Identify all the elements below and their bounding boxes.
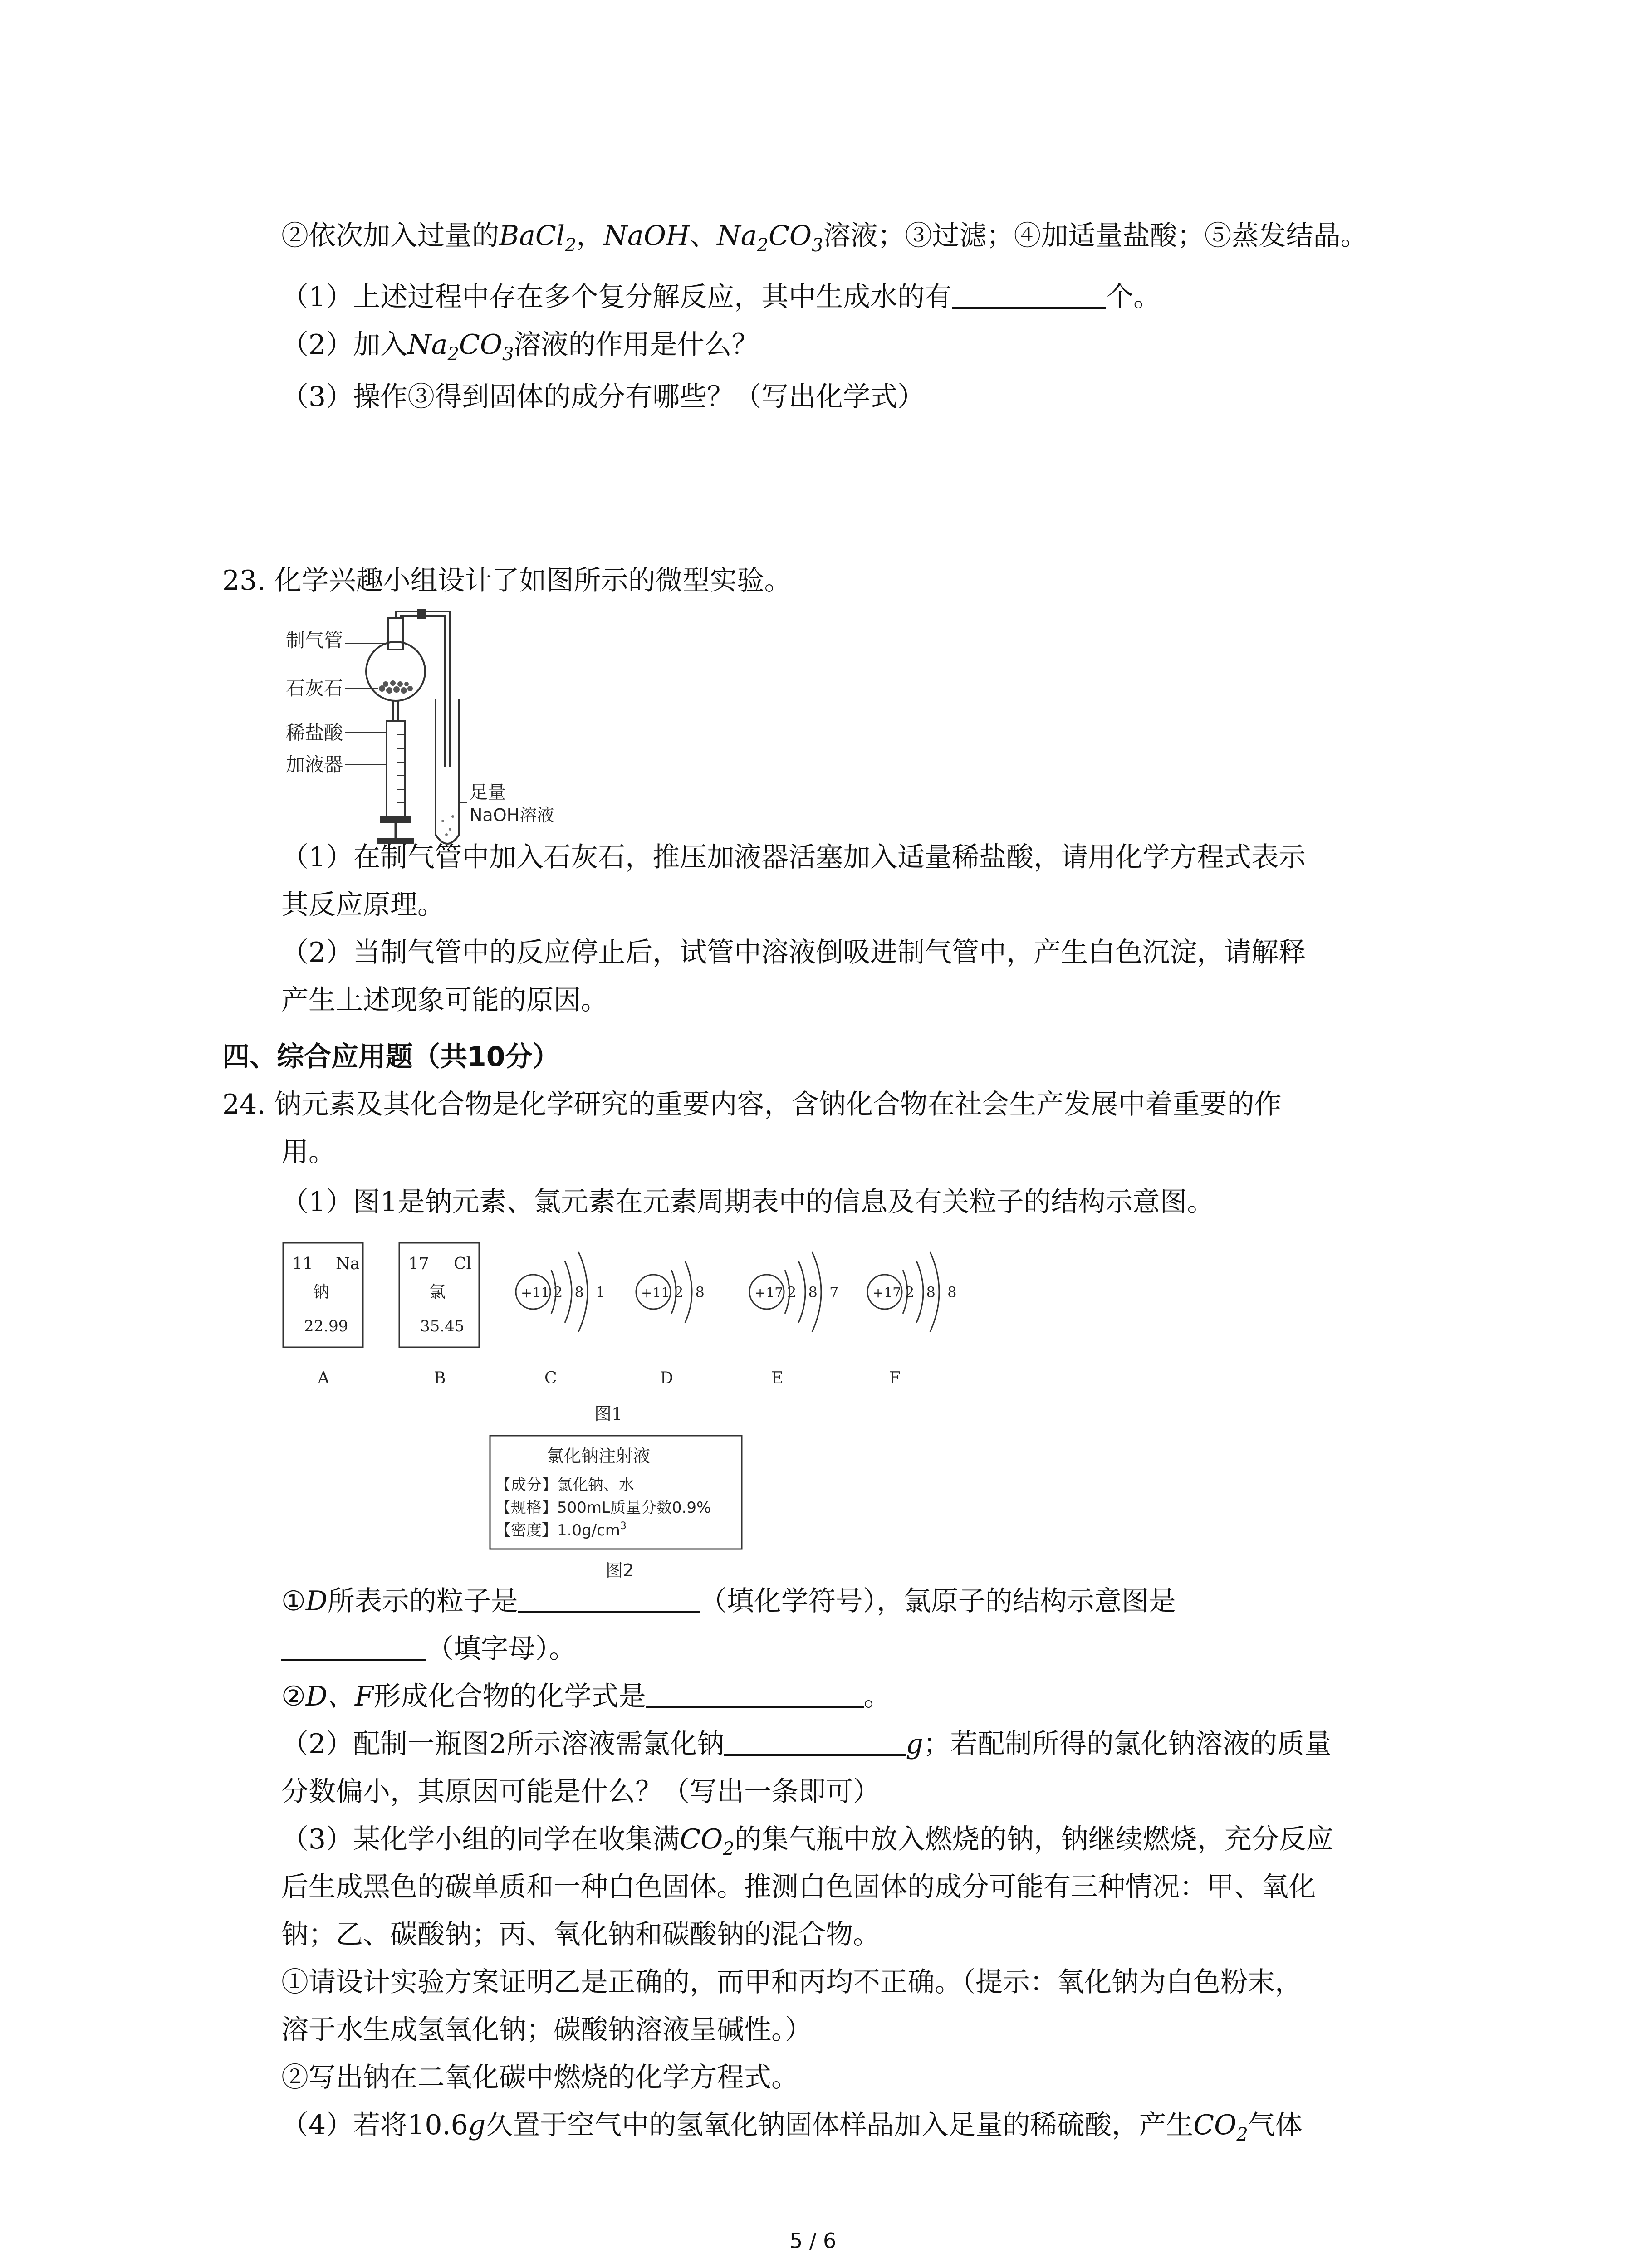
- q22-part3: （3）操作③得到固体的成分有哪些？（写出化学式）: [281, 381, 925, 413]
- test-tube: [436, 699, 459, 844]
- q22-step2: ②依次加入过量的BaCl$_2$，NaOH、$Na_2CO_3$溶液；③过滤；④加适量盐酸；⑤蒸发结晶。: [281, 220, 1368, 256]
- q23-part1-line2: 其反应原理。: [281, 889, 445, 921]
- svg-text:22.99: 22.99: [304, 1317, 348, 1335]
- label-acid: 稀盐酸: [286, 722, 343, 744]
- atom-diagram-c: [516, 1252, 608, 1332]
- label-a: A: [318, 1369, 329, 1388]
- q24-part2-line2: 分数偏小，其原因可能是什么？（写出一条即可）: [281, 1776, 880, 1808]
- label-naoh: NaOH溶液: [470, 805, 554, 825]
- svg-text:2 8 7: 2 8 7: [787, 1284, 843, 1301]
- svg-text:11: 11: [292, 1255, 313, 1273]
- svg-text:2 8: 2 8: [674, 1284, 708, 1301]
- svg-text:+11: +11: [521, 1285, 550, 1301]
- page-number: 5 / 6: [789, 2229, 837, 2253]
- atom-diagram-d: [636, 1261, 708, 1323]
- section-heading: 四、综合应用题（共10分）: [222, 1041, 560, 1073]
- label-e: E: [771, 1369, 784, 1388]
- answer-blank[interactable]: [724, 1727, 906, 1756]
- q23-part2-line1: （2）当制气管中的反应停止后，试管中溶液倒吸进制气管中，产生白色沉淀，请解释: [281, 937, 1306, 968]
- q24-part3-line2: 后生成黑色的碳单质和一种白色固体。推测白色固体的成分可能有三种情况：甲、氧化: [281, 1871, 1316, 1903]
- q24-stem-line1: 24. 钠元素及其化合物是化学研究的重要内容，含钠化合物在社会生产发展中着重要的作: [222, 1089, 1282, 1120]
- injector-barrel: [387, 721, 405, 816]
- svg-text:+17: +17: [754, 1285, 784, 1301]
- flask-neck: [388, 618, 403, 650]
- label-title: 氯化钠注射液: [547, 1446, 651, 1466]
- figure2: [485, 1431, 758, 1585]
- q24-part2-line1: （2）配制一瓶图2所示溶液需氯化钠 g；若配制所得的氯化钠溶液的质量: [281, 1726, 1332, 1762]
- svg-text:35.45: 35.45: [420, 1317, 465, 1335]
- q24-part3-item2: ②写出钠在二氧化碳中燃烧的化学方程式。: [281, 2062, 798, 2093]
- label-f: F: [889, 1369, 901, 1388]
- svg-text:钠: 钠: [313, 1283, 330, 1301]
- label-row-ingredients: 【成分】氯化钠、水: [495, 1476, 634, 1494]
- q24-item1-line1: ①D所表示的粒子是 （填化学符号），氯原子的结构示意图是: [281, 1583, 1176, 1619]
- svg-text:Cl: Cl: [454, 1255, 472, 1273]
- svg-text:2 8 8: 2 8 8: [905, 1284, 960, 1301]
- svg-text:2 8 1: 2 8 1: [554, 1284, 609, 1301]
- label-b: B: [434, 1369, 446, 1388]
- svg-text:+11: +11: [641, 1285, 670, 1301]
- figure2-caption: 图2: [606, 1560, 634, 1580]
- label-row-density: 【密度】$1.0g/cm^3$: [495, 1520, 627, 1540]
- q22-part1: （1）上述过程中存在多个复分解反应，其中生成水的有 个。: [281, 279, 1161, 315]
- q24-part1: （1）图1是钠元素、氯元素在元素周期表中的信息及有关粒子的结构示意图。: [281, 1186, 1215, 1218]
- q24-item1-line2: （填字母）。: [281, 1631, 576, 1667]
- q23-part1-line1: （1）在制气管中加入石灰石，推压加液器活塞加入适量稀盐酸，请用化学方程式表示: [281, 841, 1306, 873]
- label-c: C: [544, 1369, 557, 1388]
- answer-blank[interactable]: [281, 1632, 426, 1661]
- atom-diagram-e: [749, 1252, 842, 1332]
- answer-blank[interactable]: [646, 1679, 864, 1708]
- limestone-pieces: [379, 680, 413, 694]
- label-d: D: [660, 1369, 673, 1388]
- q24-part3-item1-line1: ①请设计实验方案证明乙是正确的，而甲和丙均不正确。（提示：氧化钠为白色粉末，: [281, 1966, 1302, 1998]
- q24-item2: ②D、F形成化合物的化学式是 。: [281, 1678, 891, 1715]
- atom-diagram-f: [867, 1252, 960, 1332]
- q24-part3-item1-line2: 溶于水生成氢氧化钠；碳酸钠溶液呈碱性。）: [281, 2014, 812, 2046]
- label-row-spec: 【规格】500mL质量分数0.9%: [495, 1499, 711, 1517]
- label-enough: 足量: [470, 782, 506, 803]
- q23-stem: 23. 化学兴趣小组设计了如图所示的微型实验。: [222, 565, 792, 596]
- q24-stem-line2: 用。: [281, 1136, 336, 1168]
- label-injector: 加液器: [286, 753, 343, 776]
- svg-text:Na: Na: [336, 1255, 360, 1273]
- label-limestone: 石灰石: [286, 677, 343, 699]
- figure1-caption: 图1: [594, 1404, 623, 1424]
- apparatus-figure: [281, 608, 644, 853]
- q23-part2-line2: 产生上述现象可能的原因。: [281, 984, 608, 1016]
- answer-blank[interactable]: [952, 280, 1106, 309]
- figure1: [281, 1234, 1007, 1429]
- q24-part4: （4）若将10.6g久置于空气中的氢氧化钠固体样品加入足量的稀硫酸，产生$CO_2$气体: [281, 2109, 1303, 2145]
- q24-part3-line1: （3）某化学小组的同学在收集满$CO_2$的集气瓶中放入燃烧的钠，钠继续燃烧，充分反应: [281, 1823, 1333, 1859]
- label-tube: 制气管: [286, 629, 343, 651]
- answer-blank[interactable]: [518, 1584, 700, 1613]
- q22-part2: （2）加入$Na_2CO_3$溶液的作用是什么？: [281, 329, 759, 365]
- svg-text:氯: 氯: [429, 1283, 446, 1301]
- svg-text:+17: +17: [872, 1285, 901, 1301]
- svg-text:17: 17: [408, 1255, 429, 1273]
- q24-part3-line3: 钠；乙、碳酸钠；丙、氧化钠和碳酸钠的混合物。: [281, 1919, 880, 1950]
